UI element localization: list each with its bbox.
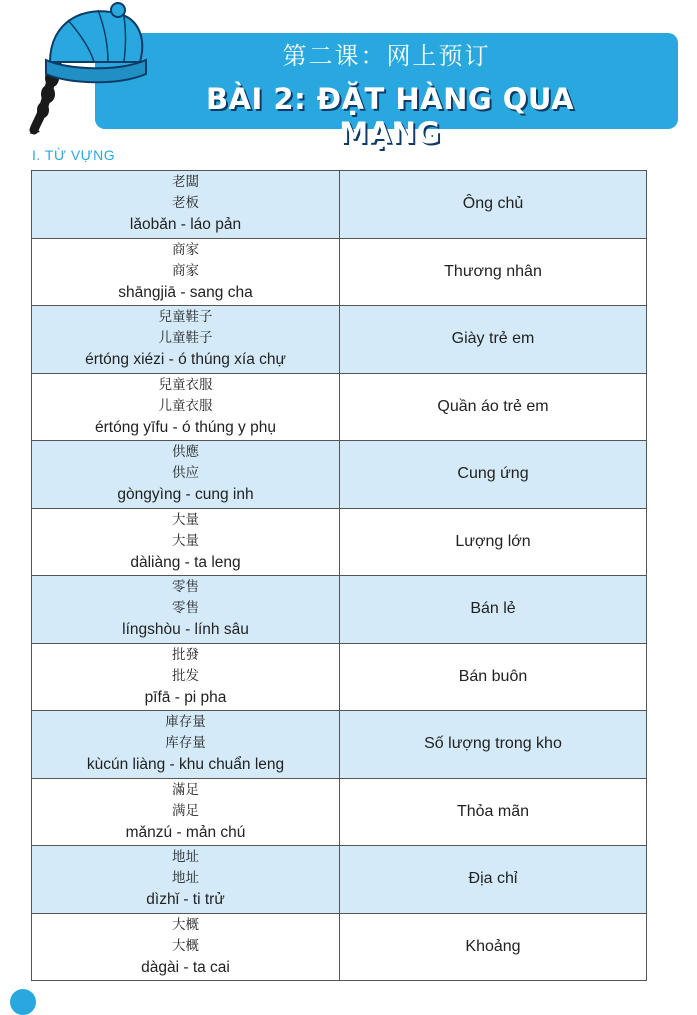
vocab-row [32,508,647,576]
pinyin-pronunciation: kùcún liàng - khu chuẩn leng [86,756,285,774]
term-cell [32,778,340,846]
simplified-chinese: 老板 [172,195,199,212]
term-cell [32,913,340,981]
pinyin-pronunciation: shāngjiā - sang cha [118,283,253,301]
term-cell [32,508,340,576]
vocab-row [32,306,647,374]
pinyin-pronunciation: língshòu - lính sâu [122,621,249,639]
traditional-chinese: 供應 [172,444,199,461]
simplified-chinese: 儿童衣服 [158,397,213,414]
traditional-chinese: 批發 [172,646,199,663]
term-cell [32,373,340,441]
traditional-chinese: 零售 [172,579,199,596]
traditional-chinese: 大量 [172,511,199,528]
traditional-chinese: 庫存量 [165,714,206,731]
vocab-row [32,238,647,306]
term-cell [32,306,340,374]
vocab-row [32,846,647,914]
lesson-title-vietnamese: BÀI 2: ĐẶT HÀNG QUA MẠNG [205,82,575,150]
lesson-title-chinese: 第二课：网上预订 [282,42,491,70]
meaning-cell: Số lượng trong kho [340,711,647,779]
traditional-chinese: 老闆 [172,174,199,191]
meaning-cell: Thương nhân [340,238,647,306]
page-number-circle [10,989,36,1015]
simplified-chinese: 满足 [172,802,199,819]
pinyin-pronunciation: értóng xiézi - ó thúng xía chự [85,351,286,369]
vocab-row [32,576,647,644]
traditional-chinese: 地址 [172,849,199,866]
meaning-cell: Địa chỉ [340,846,647,914]
meaning-cell: Bán lẻ [340,576,647,644]
simplified-chinese: 零售 [172,600,199,617]
vocab-row [32,778,647,846]
term-cell [32,238,340,306]
term-cell [32,643,340,711]
simplified-chinese: 大量 [172,532,199,549]
vocab-row [32,441,647,509]
simplified-chinese: 库存量 [165,735,206,752]
term-cell [32,576,340,644]
vocab-row [32,373,647,441]
meaning-cell: Lượng lớn [340,508,647,576]
simplified-chinese: 大概 [172,937,199,954]
traditional-chinese: 大概 [172,916,199,933]
pinyin-pronunciation: pīfā - pi pha [144,688,227,706]
simplified-chinese: 儿童鞋子 [158,330,213,347]
term-cell [32,846,340,914]
pinyin-pronunciation: lǎobǎn - láo pản [129,216,242,234]
meaning-cell: Cung ứng [340,441,647,509]
term-cell [32,171,340,239]
traditional-chinese: 兒童衣服 [158,376,213,393]
vocab-row [32,171,647,239]
meaning-cell: Khoảng [340,913,647,981]
term-cell [32,711,340,779]
term-cell [32,441,340,509]
pinyin-pronunciation: mǎnzú - mản chú [125,823,246,841]
pinyin-pronunciation: gòngyìng - cung inh [117,486,254,504]
pinyin-pronunciation: dìzhǐ - ti trử [146,891,225,909]
section-heading-vocabulary: I. TỪ VỰNG [32,147,116,163]
simplified-chinese: 地址 [172,870,199,887]
meaning-cell: Thỏa mãn [340,778,647,846]
traditional-chinese: 滿足 [172,781,199,798]
vocab-row [32,913,647,981]
pinyin-pronunciation: dàgài - ta cai [141,958,230,976]
meaning-cell: Ông chủ [340,171,647,239]
vocab-row [32,711,647,779]
vocab-row [32,643,647,711]
vocabulary-table [31,170,647,981]
simplified-chinese: 商家 [172,262,199,279]
meaning-cell: Bán buôn [340,643,647,711]
meaning-cell: Giày trẻ em [340,306,647,374]
traditional-chinese: 商家 [172,241,199,258]
pinyin-pronunciation: dàliàng - ta leng [130,553,241,571]
traditional-chinese: 兒童鞋子 [158,309,213,326]
meaning-cell: Quần áo trẻ em [340,373,647,441]
simplified-chinese: 批发 [172,667,199,684]
pinyin-pronunciation: értóng yīfu - ó thúng y phụ [95,418,276,436]
simplified-chinese: 供应 [172,465,199,482]
